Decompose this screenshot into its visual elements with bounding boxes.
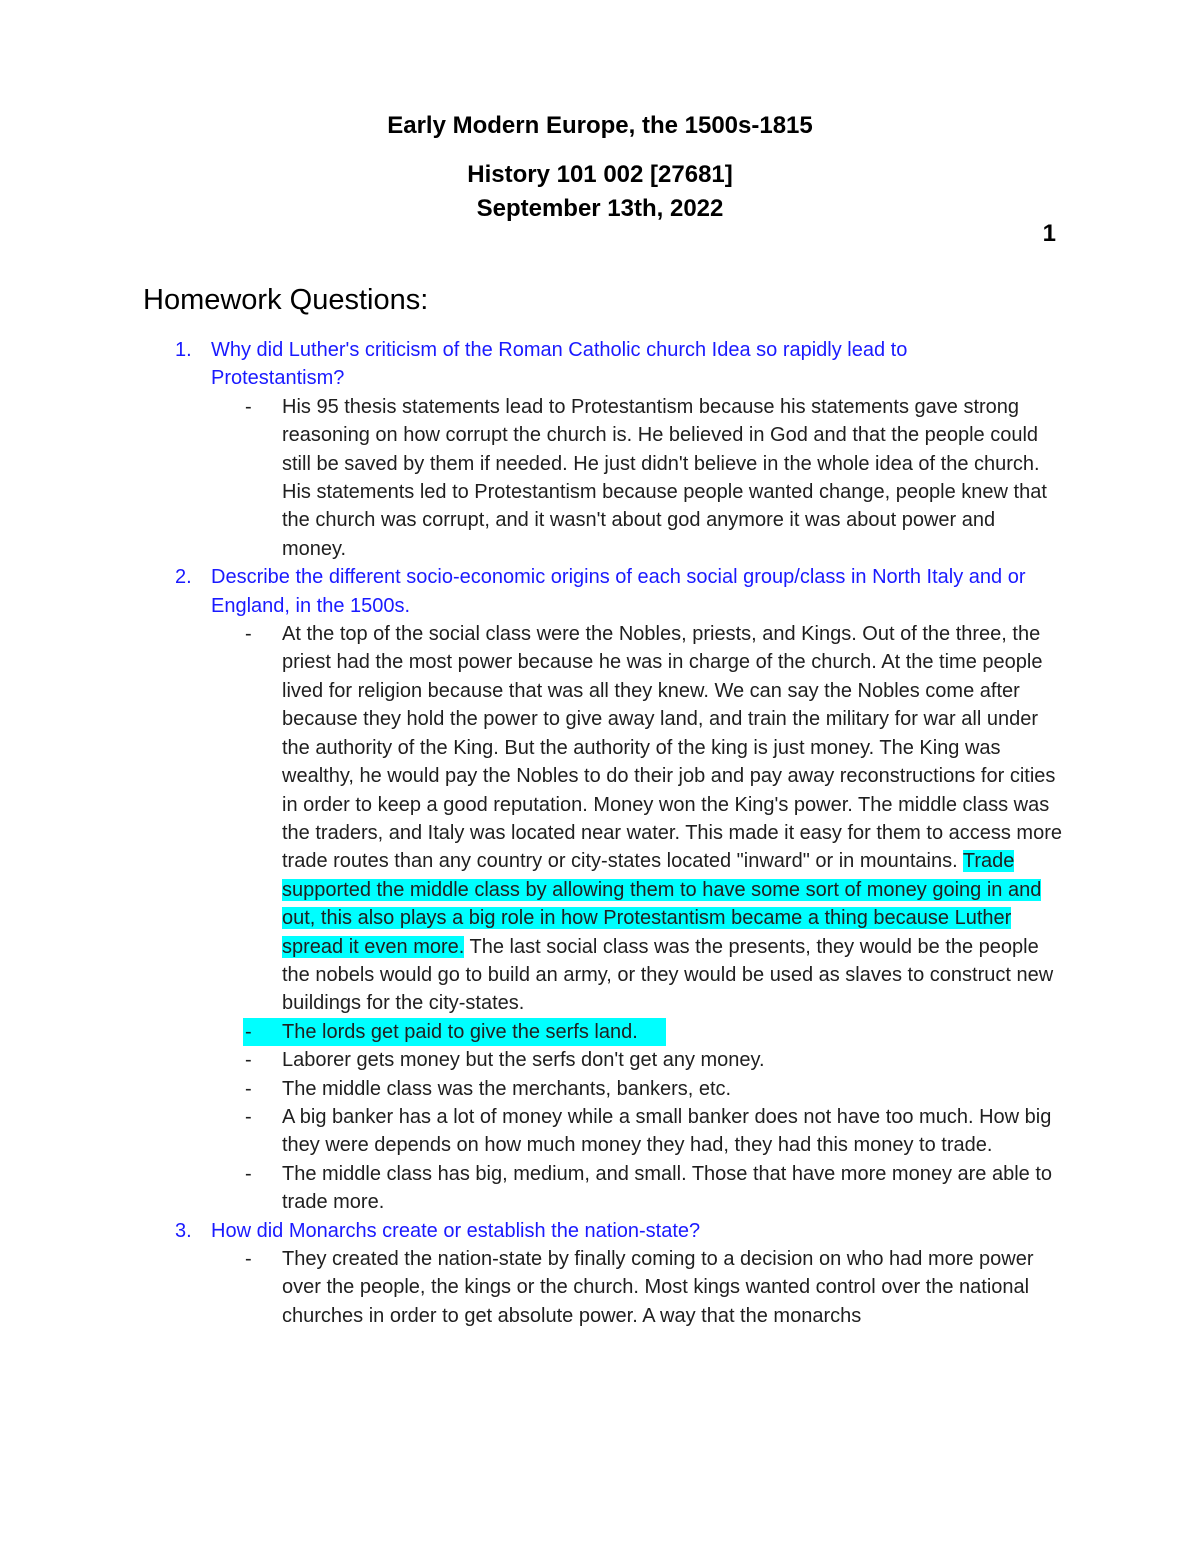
bullet-dash: - (245, 395, 252, 418)
question-3 (0, 1217, 1031, 1245)
answer-text: They created the nation-state by finally coming to a decision on who had more power over the people, the kings or the church. Most kings wanted control over the national churches in order to get absolute power. A way that the monarchs (282, 1248, 1034, 1327)
bullet-dash: - (245, 1020, 252, 1043)
answer-bullet (0, 1046, 1062, 1074)
bullet-text: Laborer gets money but the serfs don't get any money. (282, 1049, 765, 1072)
answer-bullet (0, 1018, 1062, 1046)
answer-3 (0, 1245, 1062, 1330)
answer-bullet (0, 1075, 1062, 1103)
answer-bullet (0, 1160, 1062, 1217)
highlighted-text: Trade supported the middle class by allowing them to have some sort of money going in and out, this also plays a big role in how Protestantism became a thing because Luther spread it even more. (282, 850, 1042, 958)
bullet-dash: - (245, 1162, 252, 1185)
question-1 (0, 336, 1031, 393)
bullet-dash: - (245, 623, 252, 646)
question-text: How did Monarchs create or establish the nation-state? (211, 1219, 701, 1242)
course-code: History 101 002 [27681] (467, 161, 733, 188)
question-number: 3. (175, 1219, 192, 1242)
page-number: 1 (1042, 220, 1056, 247)
question-number: 2. (175, 566, 192, 589)
answer-text: The last social class was the presents, they would be the people the nobels would go to build an army, or they would be used as slaves to construct new buildings for the city-states. (282, 935, 1054, 1015)
bullet-dash: - (245, 1248, 252, 1270)
bullet-dash: - (245, 1077, 252, 1100)
document-date: September 13th, 2022 (476, 195, 724, 222)
bullet-text: The middle class was the merchants, bankers, etc. (282, 1077, 732, 1100)
question-text: Describe the different socio-economic origins of each social group/class in North Italy and or England, in the 1500s. (211, 566, 1026, 617)
question-text: Why did Luther's criticism of the Roman Catholic church Idea so rapidly lead to Protestantism? (211, 339, 908, 390)
course-info (0, 158, 1200, 226)
document-title: Early Modern Europe, the 1500s-1815 (387, 112, 813, 139)
answer-1 (0, 393, 1062, 563)
section-heading: Homework Questions: (143, 284, 429, 316)
answer-2 (0, 620, 1062, 1018)
bullet-text: A big banker has a lot of money while a small banker does not have too much. How big they were depends on how much money they had, they had this money to trade. (282, 1105, 1052, 1157)
answer-bullet (0, 1103, 1062, 1160)
answer-text: At the top of the social class were the Nobles, priests, and Kings. Out of the three, the priest had the most power because he was in charge of the church. At the time people lived for religion because that was all they knew. We can say the Nobles come after because they hold the power to give away land, and train the military for war all under the authority of the King. But the authority of the king is just money. The King was wealthy, he would pay the Nobles to do their job and pay away reconstructions for cities in order to keep a good reputation. Money won the King's power. The middle class was the traders, and Italy was located near water. This made it easy for them to access more trade routes than any country or city-states located "inward" or in mountains. (282, 623, 1062, 873)
bullet-text: The lords get paid to give the serfs land. (282, 1020, 638, 1043)
answer-text: His 95 thesis statements lead to Protestantism because his statements gave strong reasoning on how corrupt the church is. He believed in God and that the people could still be saved by them if needed. He just didn't believe in the whole idea of the church. His statements led to Protestantism because people wanted change, people knew that the church was corrupt, and it wasn't about god anymore it was about power and money. (282, 395, 1047, 560)
question-list (0, 336, 1200, 1330)
question-number: 1. (175, 339, 192, 361)
bullet-dash: - (245, 1049, 252, 1072)
question-2 (0, 563, 1031, 620)
bullet-dash: - (245, 1105, 252, 1128)
bullet-text: The middle class has big, medium, and small. Those that have more money are able to trade more. (282, 1162, 1053, 1214)
